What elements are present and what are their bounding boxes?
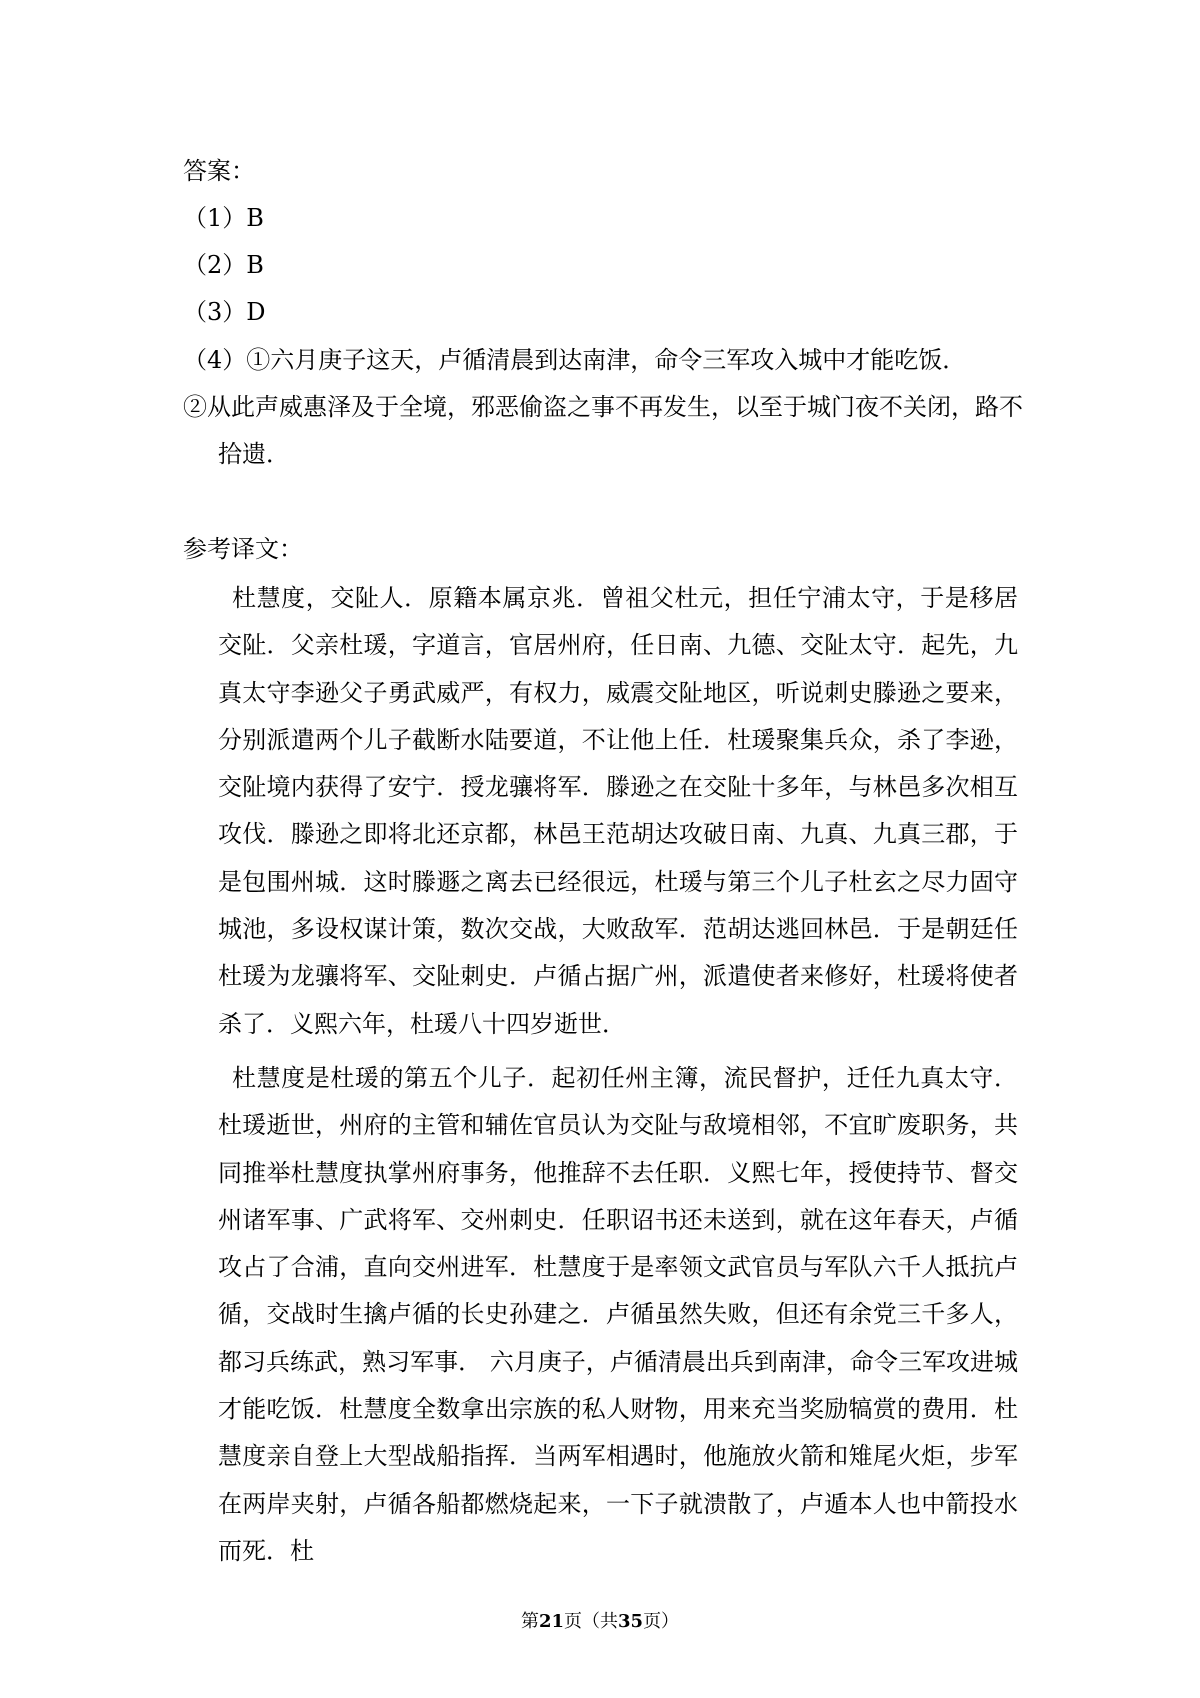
answer-label: 答案： (183, 157, 255, 185)
answer-4-part-1: （4）①六月庚子这天，卢循清晨到达南津，命令三军攻入城中才能吃饭． (183, 346, 967, 374)
translation-paragraph-2: 杜慧度是杜瑗的第五个儿子．起初任州主簿，流民督护，迁任九真太守．杜瑗逝世，州府的主管和辅佐官员认为交阯与敌境相邻，不宜旷废职务，共同推举杜慧度执掌州府事务，他推辞不去任职．义熙七年，授使持节、督交州诸军事、广武将军、交州刺史．任职诏书还未送到，就在这年春天，卢循攻占了合浦，直向交州进军．杜慧度于是率领文武官员与军队六千人抵抗卢循，交战时生擒卢循的长史孙建之．卢循虽然失败，但还有余党三千多人，都习兵练武，熟习军事． 六月庚子，卢循清晨出兵到南津，命令三军攻进城才能吃饭．杜慧度全数拿出宗族的私人财物，用来充当奖励犒赏的费用．杜慧度亲自登上大型战船指挥．当两军相遇时，他施放火箭和雉尾火炬，步军在两岸夹射，卢循各船都燃烧起来，一下子就溃散了，卢遁本人也中箭投水而死．杜 (218, 1064, 1018, 1565)
answer-2: （2）B (183, 251, 264, 279)
answer-4-part-2: ②从此声威惠泽及于全境，邪恶偷盗之事不再发生，以至于城门夜不关闭，路不 (183, 393, 1023, 421)
reference-translation-label: 参考译文： (183, 535, 303, 563)
footer-prefix: 第 (520, 1611, 539, 1632)
answer-4-part-2-continued: 拾遗． (218, 440, 290, 468)
translation-paragraph-1: 杜慧度，交阯人．原籍本属京兆．曾祖父杜元，担任宁浦太守，于是移居交阯．父亲杜瑗，字道言，官居州府，任日南、九德、交阯太守．起先，九真太守李逊父子勇武威严，有权力，威震交阯地区，听说刺史滕逊之要来，分别派遣两个儿子截断水陆要道，不让他上任．杜瑗聚集兵众，杀了李逊，交阯境内获得了安宁．授龙骧将军．滕逊之在交阯十多年，与林邑多次相互攻伐．滕逊之即将北还京都，林邑王范胡达攻破日南、九真、九真三郡，于是包围州城．这时滕遯之离去已经很远，杜瑗与第三个儿子杜玄之尽力固守城池，多设权谋计策，数次交战，大败敌军．范胡达逃回林邑．于是朝廷任杜瑗为龙骧将军、交阯刺史．卢循占据广州，派遣使者来修好，杜瑗将使者杀了．义熙六年，杜瑗八十四岁逝世． (218, 584, 1018, 1038)
page-footer (0, 1610, 1200, 1634)
footer-middle: 页（共 (564, 1611, 618, 1632)
footer-total-pages: 35 (618, 1611, 644, 1632)
answer-3: （3）D (183, 298, 266, 326)
footer-suffix: 页） (643, 1611, 680, 1632)
answer-1: （1）B (183, 204, 264, 232)
footer-page-number: 21 (538, 1611, 564, 1632)
